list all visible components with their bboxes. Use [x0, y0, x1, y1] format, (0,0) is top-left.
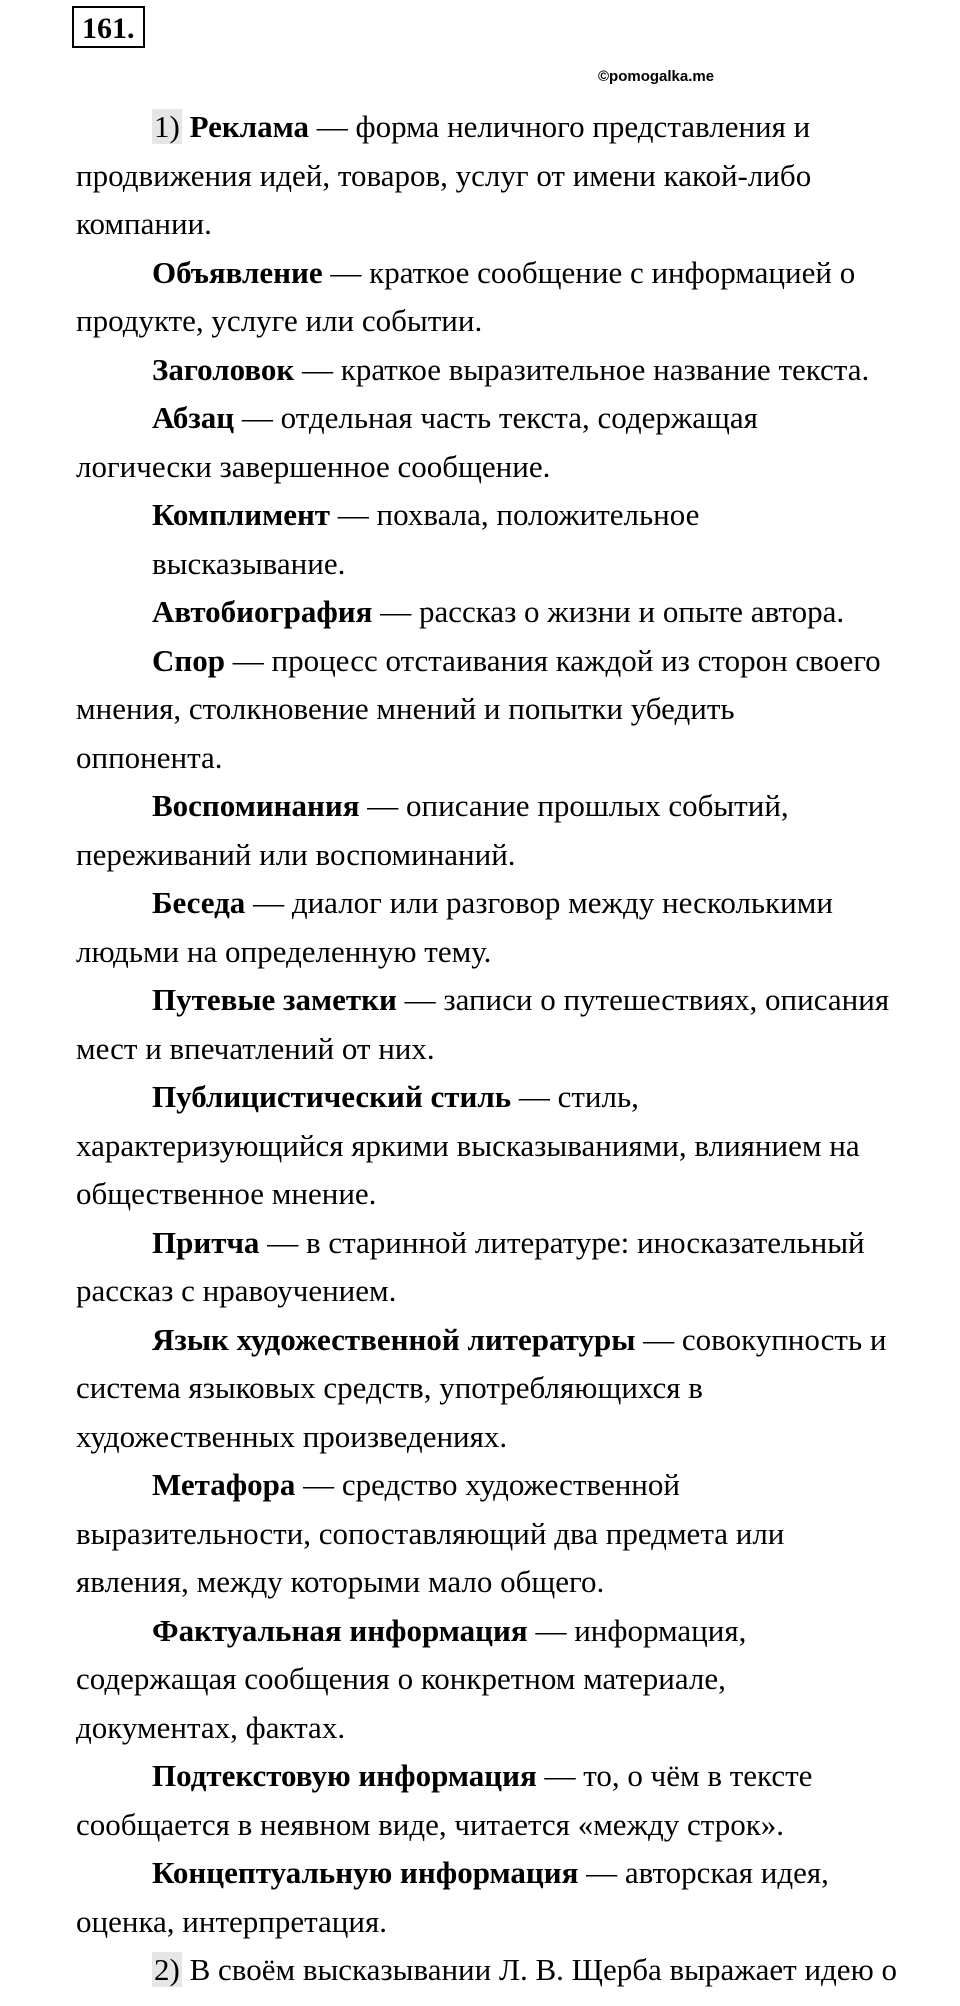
definition-putevye-zametki	[0, 976, 960, 1073]
definition-text: — похвала, положительное	[330, 497, 700, 532]
part2-marker: 2)	[154, 1952, 180, 1987]
definition-line: сообщается в неявном виде, читается «между строк».	[76, 1806, 785, 1842]
definition-podtekstovaya-informaciya	[0, 1752, 960, 1849]
definition-line	[0, 346, 960, 395]
definition-line	[0, 976, 960, 1025]
part2-paragraph	[0, 1946, 960, 1995]
term: Комплимент	[152, 497, 331, 532]
definition-line	[0, 782, 960, 831]
definition-line: оценка, интерпретация.	[76, 1903, 387, 1939]
definition-kompliment	[0, 491, 960, 588]
definition-line: система языковых средств, употребляющихся в	[76, 1370, 703, 1405]
definition-konceptualnaya-informaciya	[0, 1849, 960, 1946]
definition-line	[0, 1316, 960, 1365]
definition-line	[0, 394, 960, 443]
term: Метафора	[152, 1467, 296, 1502]
term: Заголовок	[152, 351, 295, 387]
definition-text: — в старинной литературе: иносказательный	[259, 1224, 865, 1260]
term: Воспоминания	[152, 788, 360, 823]
definition-line: переживаний или воспоминаний.	[76, 836, 516, 872]
definition-line: продвижения идей, товаров, услуг от имени какой-либо	[76, 157, 812, 193]
definition-line: мнения, столкновение мнений и попытки убедить	[76, 691, 735, 726]
term: Абзац	[152, 400, 235, 435]
term: Спор	[152, 642, 225, 678]
term: Путевые заметки	[152, 982, 397, 1017]
definition-line	[0, 1219, 960, 1268]
definition-line: характеризующийся яркими высказываниями, влиянием на	[76, 1127, 860, 1163]
definition-zagolovok	[0, 346, 960, 395]
definition-line	[0, 637, 960, 686]
watermark: ©pomogalka.me	[598, 68, 715, 85]
definition-publicisticheskiy-stil	[0, 1073, 960, 1219]
definition-line	[0, 491, 960, 540]
term: Язык художественной литературы	[152, 1321, 636, 1357]
definition-text: — записи о путешествиях, описания	[396, 982, 890, 1017]
definition-avtobiografiya	[0, 588, 960, 637]
definition-reklama	[0, 103, 960, 249]
definition-text: — совокупность и	[635, 1321, 887, 1357]
definition-text: — краткое выразительное название текста.	[294, 351, 870, 387]
definition-line: документах, фактах.	[76, 1709, 346, 1745]
part2-text: В своём высказывании Л. В. Щерба выражает идею о	[181, 1952, 897, 1987]
part2-line	[0, 1946, 960, 1995]
definition-line: продукте, услуге или событии.	[76, 303, 483, 338]
definition-text: — отдельная часть текста, содержащая	[234, 400, 758, 435]
term: Притча	[152, 1224, 260, 1260]
definition-line	[0, 1607, 960, 1656]
definition-line: высказывание.	[152, 545, 346, 581]
part1-marker: 1)	[154, 109, 180, 144]
definition-text: — диалог или разговор между несколькими	[245, 885, 833, 920]
term: Автобиография	[152, 594, 373, 629]
definition-line	[0, 1849, 960, 1898]
definition-line: выразительности, сопоставляющий два предмета или	[76, 1515, 785, 1551]
definition-yazyk-hud-literatury	[0, 1316, 960, 1462]
definition-obyavlenie	[0, 249, 960, 346]
definition-text: — форма неличного представления и	[309, 109, 811, 144]
term: Беседа	[152, 885, 246, 920]
definition-text: — описание прошлых событий,	[359, 788, 789, 823]
definition-line	[0, 1461, 960, 1510]
definition-abzac	[0, 394, 960, 491]
definition-pritcha	[0, 1219, 960, 1316]
term: Фактуальная информация	[152, 1612, 528, 1648]
term: Концептуальную информация	[152, 1855, 579, 1890]
definition-spor	[0, 637, 960, 783]
definition-line: общественное мнение.	[76, 1176, 377, 1211]
definition-text: — процесс отстаивания каждой из сторон своего	[225, 642, 881, 678]
definition-text: — краткое сообщение с информацией о	[322, 254, 856, 290]
definition-line: рассказ с нравоучением.	[76, 1273, 397, 1308]
definition-text: — средство художественной	[295, 1467, 680, 1502]
definition-line: оппонента.	[76, 739, 223, 775]
term: Объявление	[152, 254, 323, 290]
answer-text	[0, 103, 960, 1995]
definition-text: — авторская идея,	[578, 1855, 829, 1890]
definition-line: художественных произведениях.	[76, 1418, 508, 1454]
term: Подтекстовую информация	[152, 1758, 537, 1793]
definition-text: — то, о чём в тексте	[536, 1758, 813, 1793]
definition-line	[0, 588, 960, 637]
definition-text: — информация,	[527, 1612, 747, 1648]
definition-line: содержащая сообщения о конкретном материале,	[76, 1661, 726, 1696]
definition-line	[0, 249, 960, 298]
definition-line: компании.	[76, 206, 212, 241]
definition-beseda	[0, 879, 960, 976]
definition-line	[0, 879, 960, 928]
term: Публицистический стиль	[152, 1079, 512, 1114]
definition-metafora	[0, 1461, 960, 1607]
definition-line: логически завершенное сообщение.	[76, 448, 551, 484]
term: Реклама	[189, 109, 310, 144]
definition-line: людьми на определенную тему.	[76, 933, 492, 969]
definition-line	[0, 103, 960, 152]
definition-text: — рассказ о жизни и опыте автора.	[372, 594, 845, 629]
definition-line: мест и впечатлений от них.	[76, 1030, 435, 1066]
definition-line: явления, между которыми мало общего.	[76, 1564, 605, 1599]
task-number: 161.	[72, 6, 145, 48]
definition-text: — стиль,	[511, 1079, 639, 1114]
definition-line	[0, 1073, 960, 1122]
definition-vospominaniya	[0, 782, 960, 879]
definition-faktualnaya-informaciya	[0, 1607, 960, 1753]
definition-line	[0, 1752, 960, 1801]
